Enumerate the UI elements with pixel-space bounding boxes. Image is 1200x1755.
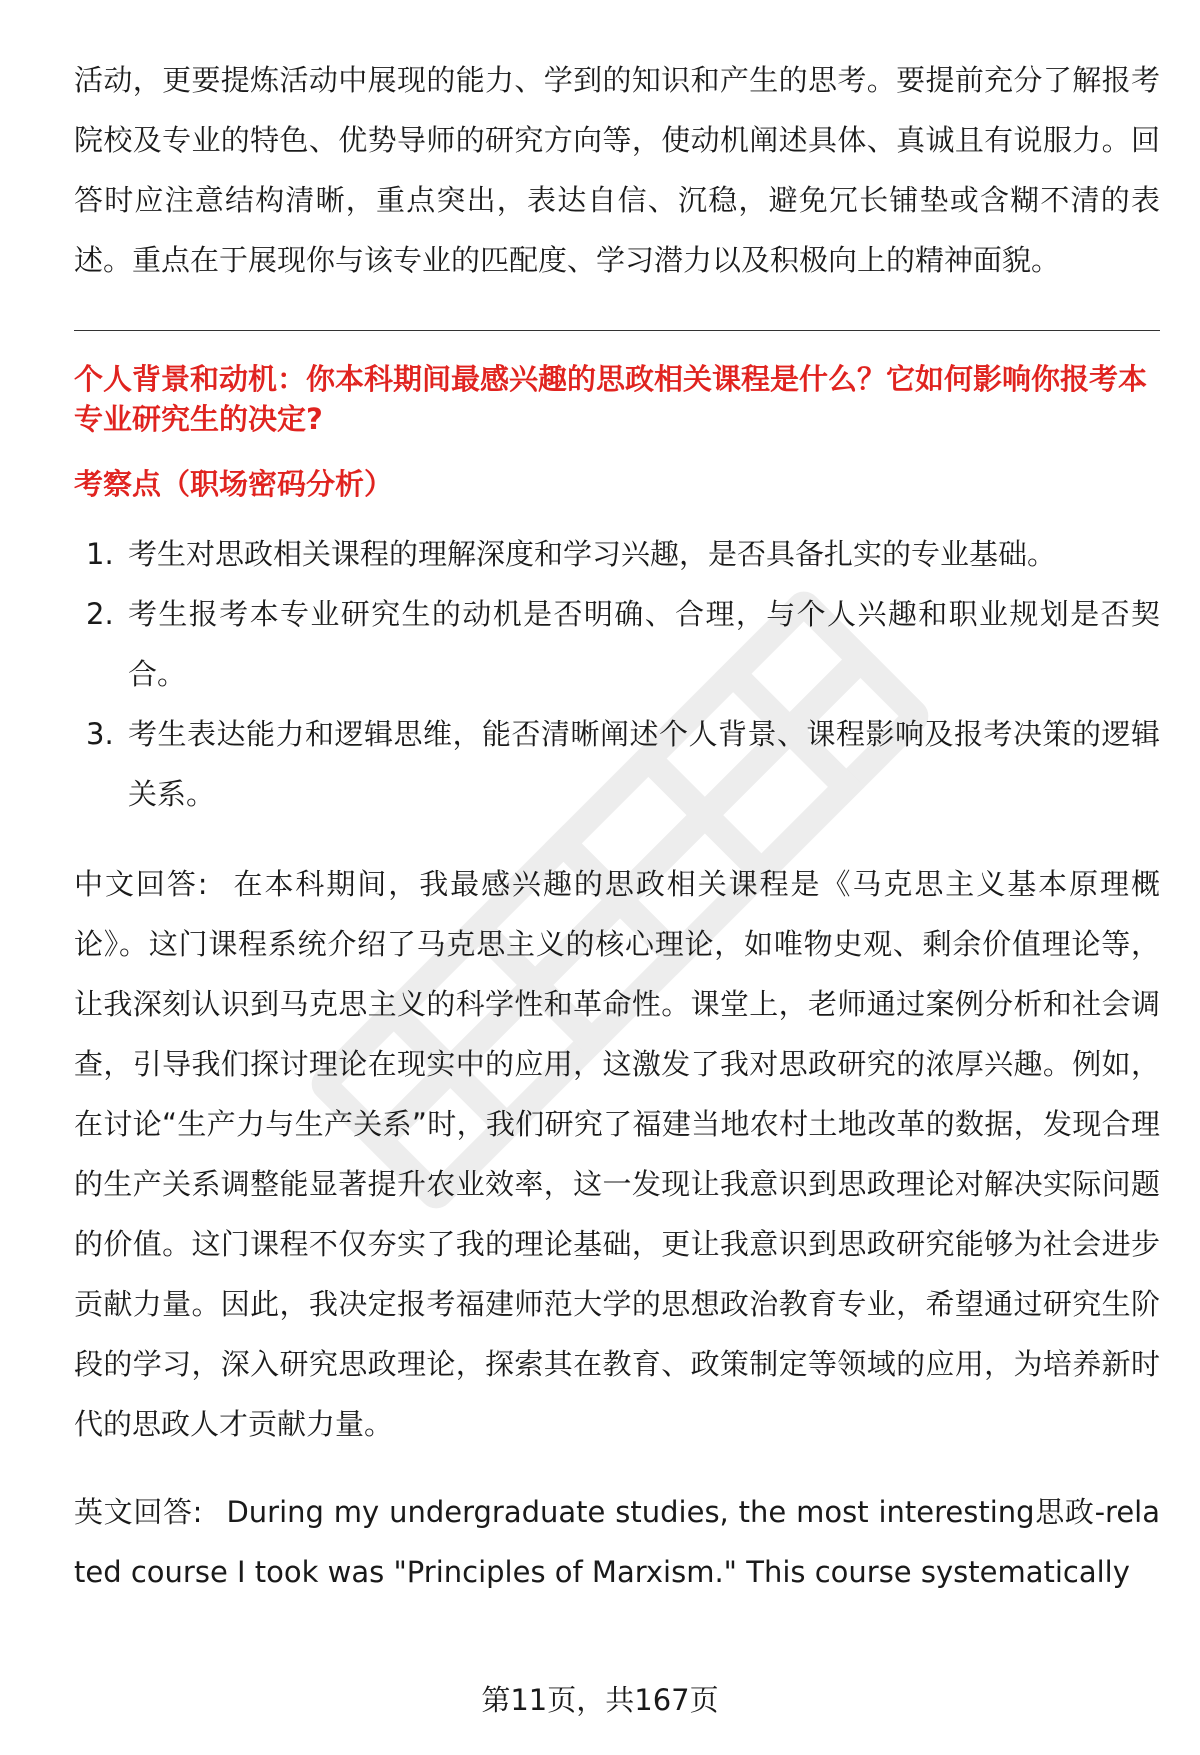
list-item-text: 考生报考本专业研究生的动机是否明确、合理，与个人兴趣和职业规划是否契合。 (128, 597, 1160, 691)
list-item-text: 考生对思政相关课程的理解深度和学习兴趣，是否具备扎实的专业基础。 (128, 537, 1057, 571)
list-item (74, 704, 1160, 824)
list-item-number: 1. (86, 537, 114, 571)
page-number-footer: 第11页，共167页 (481, 1683, 719, 1717)
list-item (74, 584, 1160, 704)
chinese-answer-text: 在本科期间，我最感兴趣的思政相关课程是《马克思主义基本原理概论》。这门课程系统介绍了马克思主义的核心理论，如唯物史观、剩余价值理论等，让我深刻认识到马克思主义的科学性和革命性。课堂上，老师通过案例分析和社会调查，引导我们探讨理论在现实中的应用，这激发了我对思政研究的浓厚兴趣。例如，在讨论“生产力与生产关系”时，我们研究了福建当地农村土地改革的数据，发现合理的生产关系调整能显著提升农业效率，这一发现让我意识到思政理论对解决实际问题的价值。这门课程不仅夯实了我的理论基础，更让我意识到思政研究能够为社会进步贡献力量。因此，我决定报考福建师范大学的思想政治教育专业，希望通过研究生阶段的学习，深入研究思政理论，探索其在教育、政策制定等领域的应用，为培养新时代的思政人才贡献力量。 (74, 867, 1160, 1441)
assessment-points-list (74, 524, 1160, 824)
english-answer-text: During my undergraduate studies, the most interesting思政-related course I took was "Principles of Marxism." This course systematically (74, 1495, 1160, 1589)
english-answer-label: 英文回答: (74, 1495, 203, 1529)
list-item-number: 2. (86, 597, 114, 631)
intro-paragraph: 活动，更要提炼活动中展现的能力、学到的知识和产生的思考。要提前充分了解报考院校及专业的特色、优势导师的研究方向等，使动机阐述具体、真诚且有说服力。回答时应注意结构清晰，重点突出，表达自信、沉稳，避免冗长铺垫或含糊不清的表述。重点在于展现你与该专业的匹配度、学习潜力以及积极向上的精神面貌。 (74, 63, 1160, 277)
question-heading: 个人背景和动机：你本科期间最感兴趣的思政相关课程是什么？它如何影响你报考本专业研究生的决定? (74, 362, 1148, 436)
list-item (74, 524, 1160, 584)
chinese-answer (74, 854, 1160, 1454)
list-item-number: 3. (86, 717, 114, 751)
list-item-text: 考生表达能力和逻辑思维，能否清晰阐述个人背景、课程影响及报考决策的逻辑关系。 (128, 717, 1160, 811)
assessment-points-title: 考察点（职场密码分析） (74, 467, 394, 501)
section-divider (74, 330, 1160, 331)
chinese-answer-label: 中文回答: (74, 867, 208, 901)
english-answer (74, 1482, 1160, 1602)
document-page (74, 50, 1160, 1630)
